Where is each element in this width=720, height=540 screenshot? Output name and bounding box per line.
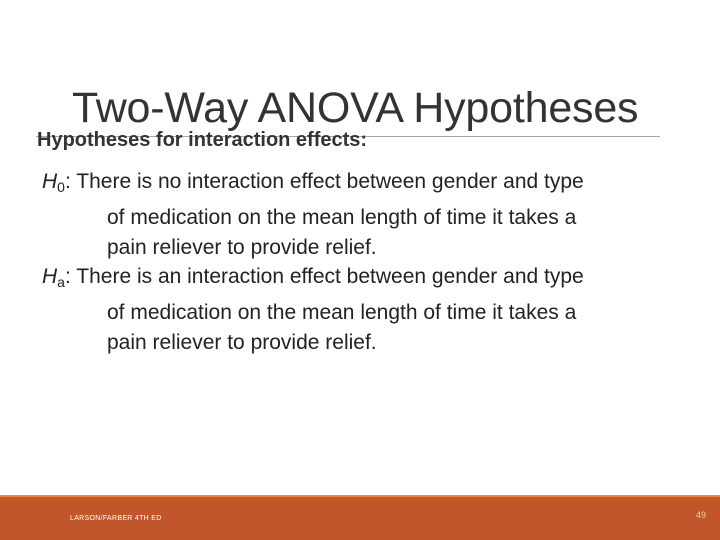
slide-page-number: 49: [695, 510, 706, 520]
null-hypothesis: [42, 167, 682, 264]
alt-hypothesis-subscript: a: [57, 274, 65, 290]
null-hypothesis-text-1: : There is no interaction effect between gender and type: [64, 170, 584, 193]
null-hypothesis-line-2: of medication on the mean length of time it takes a: [107, 205, 577, 229]
alt-hypothesis-line-2: of medication on the mean length of time it takes a: [107, 300, 577, 324]
null-hypothesis-subscript: 0: [57, 179, 65, 195]
null-hypothesis-line-1: [42, 167, 682, 203]
slide-title: Two-Way ANOVA Hypotheses: [72, 84, 639, 132]
alt-hypothesis-line-3: pain reliever to provide relief.: [107, 331, 377, 354]
interaction-subheading: Hypotheses for interaction effects:: [37, 129, 368, 151]
alt-hypothesis-symbol: H: [42, 265, 58, 288]
alternative-hypothesis: [42, 262, 682, 359]
alt-hypothesis-line-1: [42, 262, 682, 298]
alt-hypothesis-text-1: : There is an interaction effect between gender and type: [64, 265, 584, 288]
null-hypothesis-line-3: pain reliever to provide relief.: [107, 236, 377, 259]
footer-source-text: LARSON/FARBER 4TH ED: [70, 515, 162, 522]
null-hypothesis-symbol: H: [42, 170, 58, 193]
